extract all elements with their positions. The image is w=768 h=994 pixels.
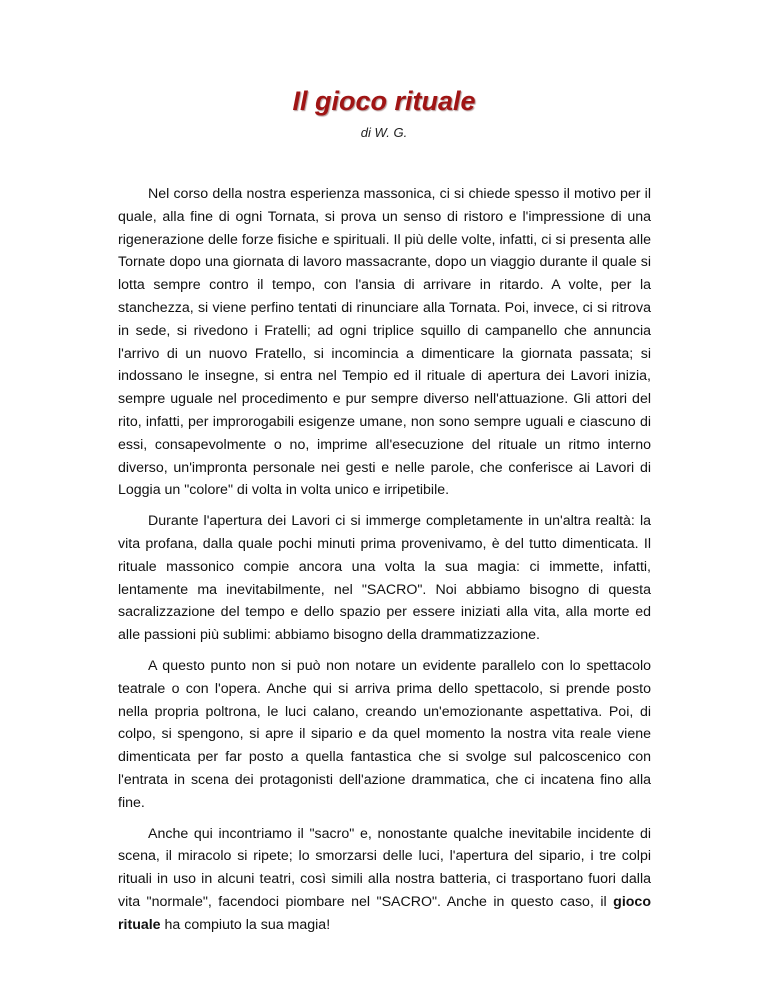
paragraph-3: A questo punto non si può non notare un evidente parallelo con lo spettacolo teatrale o con l'opera. Anche qui si arriva prima dello spettacolo, si prende posto nella propria poltrona, le luci calano, creando un'emozionante aspettativa. Poi, di colpo, si spengono, si apre il sipario e da quel momento la nostra vita reale viene dimenticata per far posto a quella fantastica che si svolge sul palcoscenico con l'entrata in scena dei protagonisti dell'azione drammatica, che ci incatena fino alla fine.	[118, 657, 651, 811]
paragraph-1: Nel corso della nostra esperienza massonica, ci si chiede spesso il motivo per il quale, alla fine di ogni Tornata, si prova un senso di ristoro e l'impressione di una rigenerazione delle forze fisiche e spirituali. Il più delle volte, infatti, ci si presenta alle Tornate dopo una giornata di lavoro massacrante, dopo un viaggio durante il quale si lotta sempre contro il tempo, con l'ansia di arrivare in ritardo. A volte, per la stanchezza, si viene perfino tentati di rinunciare alla Tornata. Poi, invece, ci si ritrova in sede, si rivedono i Fratelli; ad ogni triplice squillo di campanello che annuncia l'arrivo di un nuovo Fratello, si incomincia a dimenticare la giornata passata; si indossano le insegne, si entra nel Tempio ed il rituale di apertura dei Lavori inizia, sempre uguale nel procedimento e pur sempre diverso nell'attuazione. Gli attori del rito, infatti, per improrogabili esigenze umane, non sono sempre uguali e ciascuno di essi, consapevolmente o no, imprime all'esecuzione del rituale un ritmo interno diverso, un'impronta personale nei gesti e nelle parole, che conferisce ai Lavori di Loggia un "colore" di volta in volta unico e irripetibile.	[118, 186, 651, 499]
document-body	[118, 183, 651, 945]
paragraph-4	[118, 823, 651, 937]
paragraph-4-bold-phrase: gioco rituale	[118, 893, 651, 933]
paragraph-4-text-after: ha compiuto la sua magia!	[160, 916, 331, 933]
document-title: Il gioco rituale	[292, 86, 476, 116]
paragraph-4-text-before: Anche qui incontriamo il "sacro" e, nonostante qualche inevitabile incidente di scena, il miracolo si ripete; lo smorzarsi delle luci, l'apertura del sipario, i tre colpi rituali in uso in alcuni teatri, così simili alla nostra batteria, ci trasportano fuori dalla vita "normale", facendoci piombare nel "SACRO". Anche in questo caso, il	[118, 825, 651, 910]
document-author: di W. G.	[360, 125, 408, 140]
paragraph-2: Durante l'apertura dei Lavori ci si immerge completamente in un'altra realtà: la vita profana, dalla quale pochi minuti prima provenivamo, è del tutto dimenticata. Il rituale massonico compie ancora una volta la sua magia: ci immette, infatti, lentamente ma inevitabilmente, nel "SACRO". Noi abbiamo bisogno di questa sacralizzazione del tempo e dello spazio per essere iniziati alla vita, alla morte ed alle passioni più sublimi: abbiamo bisogno della drammatizzazione.	[118, 513, 651, 644]
